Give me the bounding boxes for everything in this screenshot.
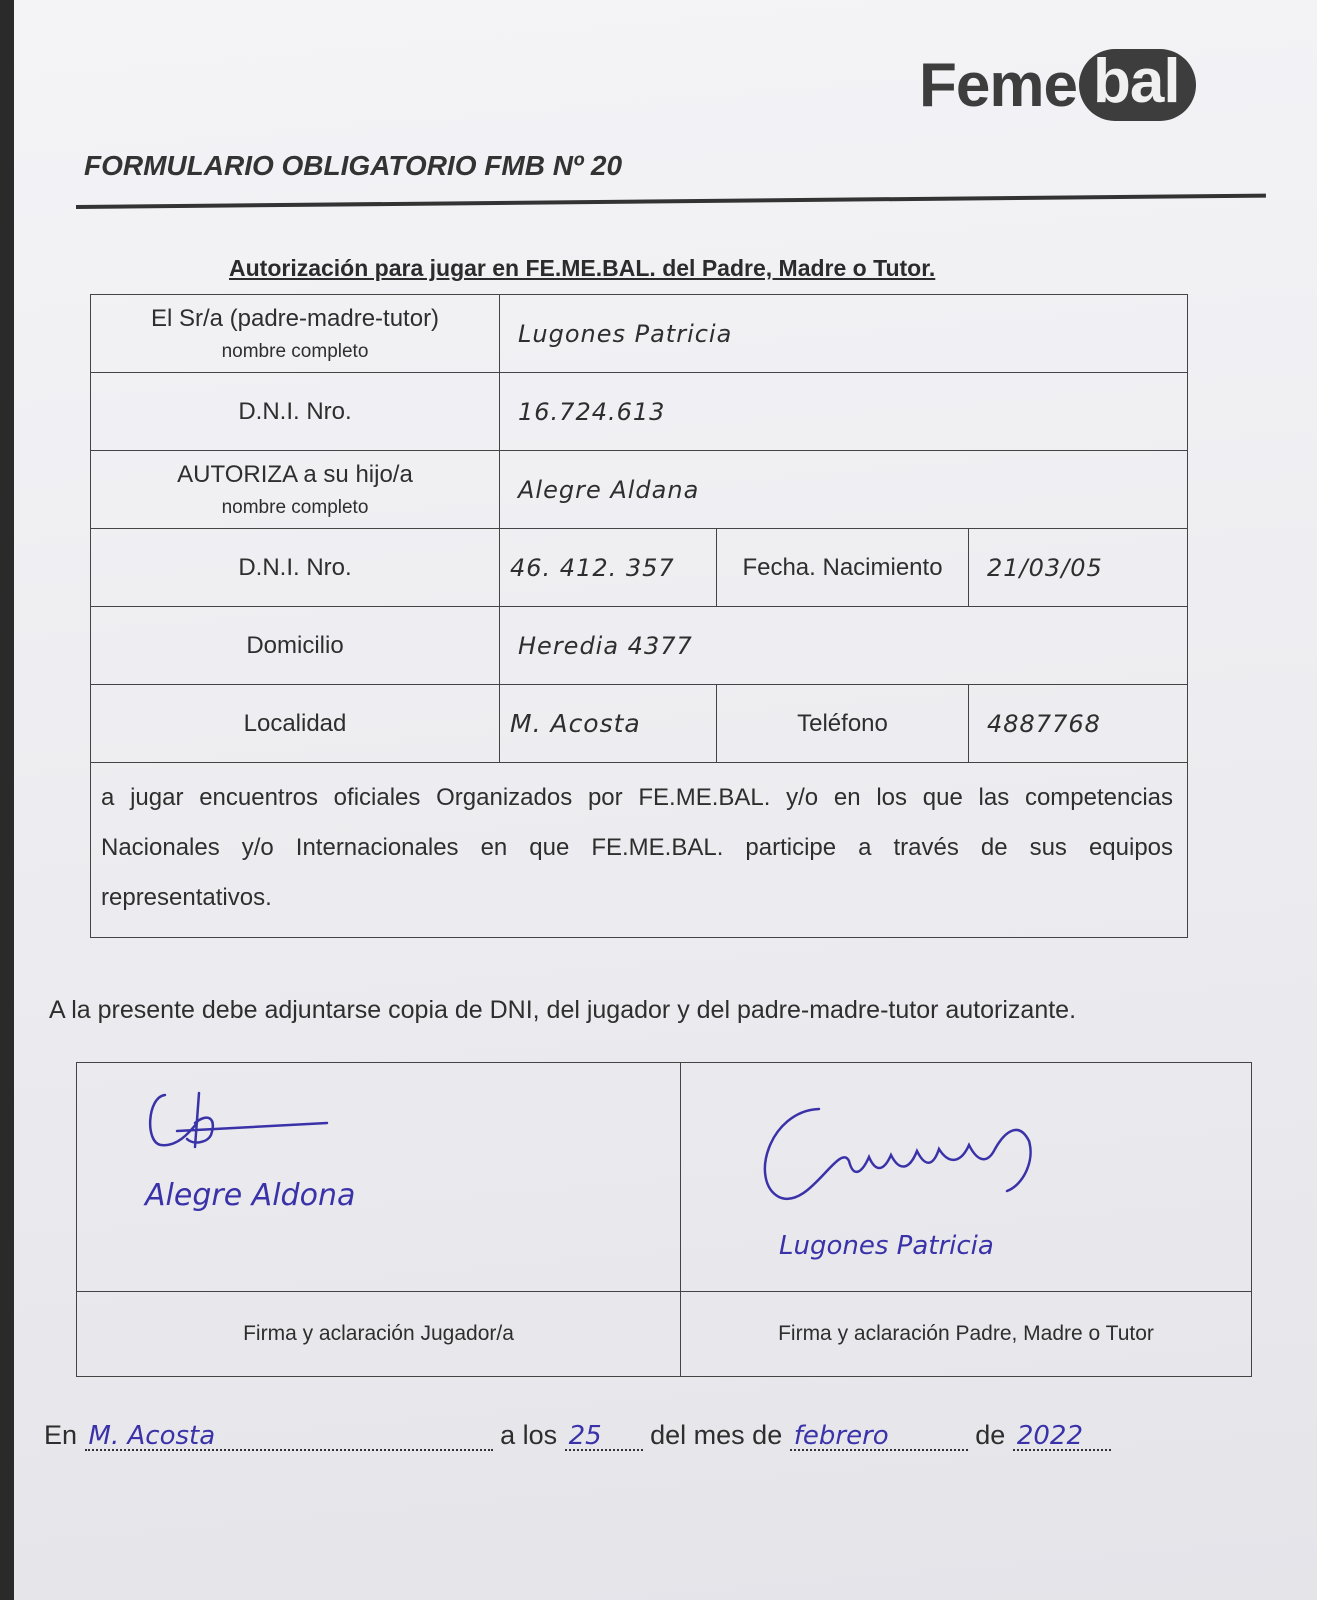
table-row — [91, 373, 1188, 451]
player-signature-box[interactable] — [77, 1063, 681, 1292]
authorization-table — [90, 294, 1188, 938]
attachment-notice: A la presente debe adjuntarse copia de DNI, del jugador y del padre-madre-tutor autorizante. — [49, 996, 1077, 1024]
table-row — [91, 685, 1188, 763]
table-row — [91, 763, 1188, 938]
parent-name-sublabel: nombre completo — [221, 340, 369, 362]
player-signature-name: Alegre Aldona — [145, 1178, 356, 1213]
parent-signature-scribble — [749, 1101, 1069, 1221]
year-field[interactable]: 2022 — [1013, 1423, 1111, 1451]
child-dni-field[interactable]: 46. 412. 357 — [500, 529, 717, 607]
table-row — [91, 451, 1188, 529]
date-prefix: En — [44, 1420, 78, 1450]
birth-date-label: Fecha. Nacimiento — [717, 529, 969, 607]
femebal-logo — [919, 47, 1196, 120]
table-row — [91, 607, 1188, 685]
player-signature-scribble — [137, 1083, 337, 1163]
child-name-label-cell — [91, 451, 500, 529]
birth-date-field[interactable]: 21/03/05 — [969, 529, 1188, 607]
parent-dni-label: D.N.I. Nro. — [91, 373, 500, 451]
date-de: de — [975, 1420, 1006, 1450]
child-name-field[interactable]: Alegre Aldana — [500, 451, 1188, 529]
parent-name-field[interactable]: Lugones Patricia — [500, 295, 1188, 373]
day-field[interactable]: 25 — [565, 1423, 643, 1451]
locality-field[interactable]: M. Acosta — [500, 685, 717, 763]
signature-table — [76, 1062, 1252, 1377]
locality-label: Localidad — [91, 685, 500, 763]
child-name-sublabel: nombre completo — [221, 496, 369, 518]
month-field[interactable]: febrero — [790, 1423, 968, 1451]
form-subtitle: Autorización para jugar en FE.ME.BAL. del Padre, Madre o Tutor. — [229, 255, 936, 281]
authorization-text: a jugar encuentros oficiales Organizados por FE.ME.BAL. y/o en los que las competencias Nacionales y/o Internacionales en que FE.ME.BAL. participe a través de sus equipos representativos. — [91, 763, 1188, 938]
form-sheet — [14, 0, 1317, 1600]
parent-name-label: El Sr/a (padre-madre-tutor) — [150, 304, 440, 332]
parent-signature-name: Lugones Patricia — [779, 1231, 994, 1261]
place-field[interactable]: M. Acosta — [85, 1423, 493, 1451]
address-field[interactable]: Heredia 4377 — [500, 607, 1188, 685]
parent-signature-caption: Firma y aclaración Padre, Madre o Tutor — [681, 1292, 1252, 1377]
parent-name-label-cell — [91, 295, 500, 373]
phone-label: Teléfono — [717, 685, 969, 763]
child-name-label: AUTORIZA a su hijo/a — [177, 460, 413, 488]
parent-signature-box[interactable] — [681, 1063, 1252, 1292]
phone-field[interactable]: 4887768 — [969, 685, 1188, 763]
child-dni-label: D.N.I. Nro. — [91, 529, 500, 607]
table-row — [91, 529, 1188, 607]
address-label: Domicilio — [91, 607, 500, 685]
date-a-los: a los — [500, 1420, 558, 1450]
date-line — [44, 1420, 1111, 1451]
logo-text-a: Feme — [919, 50, 1077, 120]
logo-text-b: bal — [1079, 49, 1196, 121]
player-signature-caption: Firma y aclaración Jugador/a — [77, 1292, 681, 1377]
title-divider — [76, 194, 1266, 209]
parent-dni-field[interactable]: 16.724.613 — [500, 373, 1188, 451]
form-title: FORMULARIO OBLIGATORIO FMB Nº 20 — [84, 150, 623, 181]
date-del-mes: del mes de — [650, 1420, 783, 1450]
table-row — [91, 295, 1188, 373]
